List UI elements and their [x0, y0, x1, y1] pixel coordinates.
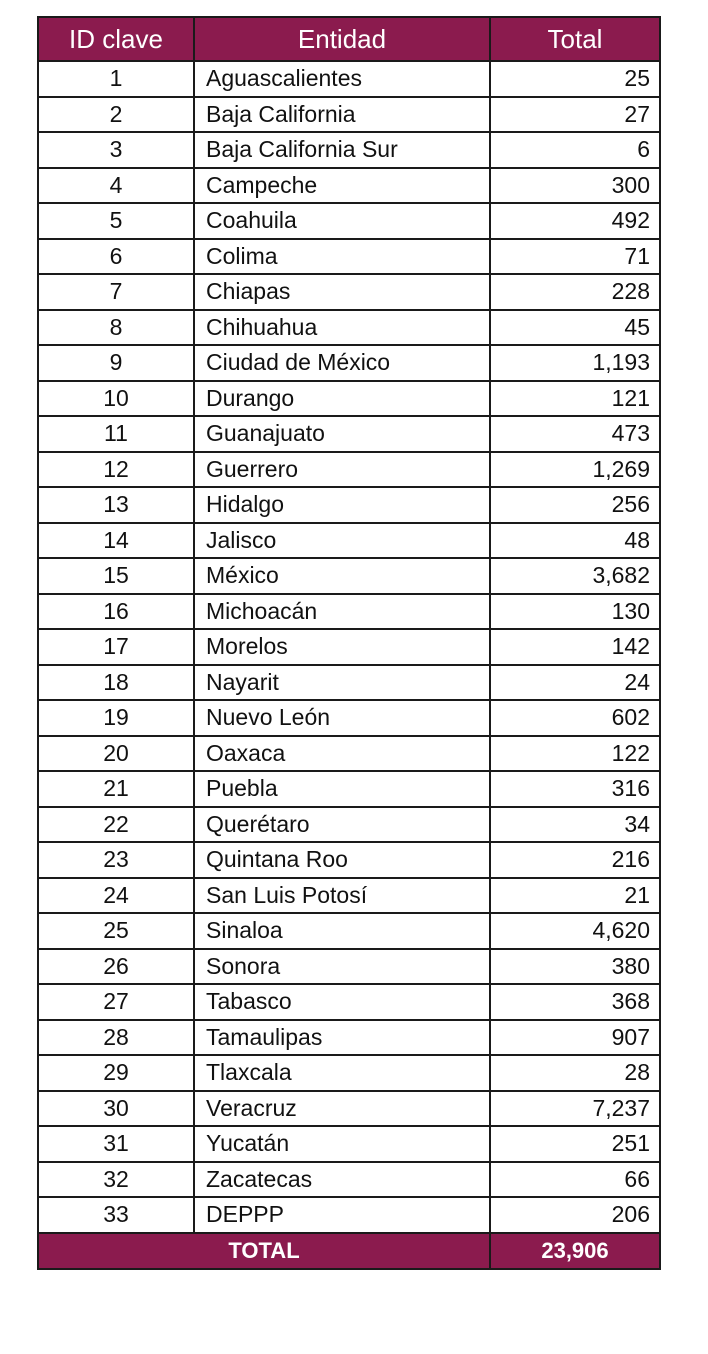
row-id-cell: 20: [39, 736, 194, 772]
row-id-cell: 21: [39, 771, 194, 807]
row-id-cell: 31: [39, 1126, 194, 1162]
row-total-cell: 66: [490, 1162, 659, 1198]
table-body: [39, 61, 659, 1233]
table-row: [39, 1020, 659, 1056]
row-total-cell: 27: [490, 97, 659, 133]
row-entity-cell: Tabasco: [194, 984, 490, 1020]
row-total-cell: 6: [490, 132, 659, 168]
table-row: [39, 416, 659, 452]
row-entity-cell: Guanajuato: [194, 416, 490, 452]
row-total-cell: 907: [490, 1020, 659, 1056]
row-id-cell: 24: [39, 878, 194, 914]
row-entity-cell: Coahuila: [194, 203, 490, 239]
row-id-cell: 14: [39, 523, 194, 559]
table-row: [39, 381, 659, 417]
row-id-cell: 27: [39, 984, 194, 1020]
row-id-cell: 3: [39, 132, 194, 168]
row-total-cell: 34: [490, 807, 659, 843]
table-row: [39, 61, 659, 97]
row-total-cell: 602: [490, 700, 659, 736]
row-id-cell: 10: [39, 381, 194, 417]
table-row: [39, 1197, 659, 1233]
row-id-cell: 5: [39, 203, 194, 239]
table-row: [39, 487, 659, 523]
row-entity-cell: Michoacán: [194, 594, 490, 630]
row-entity-cell: Morelos: [194, 629, 490, 665]
row-entity-cell: Durango: [194, 381, 490, 417]
header-row: [39, 18, 659, 61]
row-id-cell: 19: [39, 700, 194, 736]
table-row: [39, 132, 659, 168]
data-table: [39, 18, 659, 1268]
row-total-cell: 7,237: [490, 1091, 659, 1127]
row-id-cell: 33: [39, 1197, 194, 1233]
row-total-cell: 21: [490, 878, 659, 914]
row-entity-cell: Veracruz: [194, 1091, 490, 1127]
row-entity-cell: Guerrero: [194, 452, 490, 488]
row-total-cell: 122: [490, 736, 659, 772]
table-row: [39, 700, 659, 736]
row-id-cell: 28: [39, 1020, 194, 1056]
table-row: [39, 771, 659, 807]
row-total-cell: 251: [490, 1126, 659, 1162]
row-total-cell: 45: [490, 310, 659, 346]
table-row: [39, 452, 659, 488]
row-entity-cell: Querétaro: [194, 807, 490, 843]
table-row: [39, 168, 659, 204]
table-row: [39, 807, 659, 843]
row-id-cell: 23: [39, 842, 194, 878]
total-value: 23,906: [490, 1233, 659, 1268]
table-row: [39, 629, 659, 665]
table-row: [39, 97, 659, 133]
table-row: [39, 239, 659, 275]
table-row: [39, 1126, 659, 1162]
table-row: [39, 1162, 659, 1198]
row-entity-cell: Colima: [194, 239, 490, 275]
row-entity-cell: Nayarit: [194, 665, 490, 701]
table-row: [39, 203, 659, 239]
row-entity-cell: Nuevo León: [194, 700, 490, 736]
row-entity-cell: Puebla: [194, 771, 490, 807]
row-entity-cell: Aguascalientes: [194, 61, 490, 97]
row-id-cell: 11: [39, 416, 194, 452]
table-row: [39, 665, 659, 701]
row-entity-cell: Hidalgo: [194, 487, 490, 523]
row-total-cell: 1,269: [490, 452, 659, 488]
row-id-cell: 25: [39, 913, 194, 949]
row-entity-cell: Jalisco: [194, 523, 490, 559]
column-header-id: ID clave: [39, 18, 194, 61]
row-id-cell: 2: [39, 97, 194, 133]
entity-totals-table: [37, 16, 661, 1270]
row-entity-cell: Campeche: [194, 168, 490, 204]
row-entity-cell: Baja California: [194, 97, 490, 133]
column-header-total: Total: [490, 18, 659, 61]
row-entity-cell: San Luis Potosí: [194, 878, 490, 914]
table-row: [39, 913, 659, 949]
row-id-cell: 32: [39, 1162, 194, 1198]
row-total-cell: 1,193: [490, 345, 659, 381]
table-row: [39, 345, 659, 381]
row-entity-cell: Oaxaca: [194, 736, 490, 772]
table-row: [39, 310, 659, 346]
row-id-cell: 16: [39, 594, 194, 630]
row-id-cell: 1: [39, 61, 194, 97]
row-entity-cell: México: [194, 558, 490, 594]
row-id-cell: 4: [39, 168, 194, 204]
row-id-cell: 15: [39, 558, 194, 594]
row-total-cell: 4,620: [490, 913, 659, 949]
row-total-cell: 228: [490, 274, 659, 310]
row-total-cell: 3,682: [490, 558, 659, 594]
table-row: [39, 736, 659, 772]
table-row: [39, 842, 659, 878]
row-total-cell: 492: [490, 203, 659, 239]
row-entity-cell: Ciudad de México: [194, 345, 490, 381]
column-header-entity: Entidad: [194, 18, 490, 61]
table-row: [39, 1091, 659, 1127]
row-entity-cell: Chihuahua: [194, 310, 490, 346]
row-total-cell: 28: [490, 1055, 659, 1091]
table-row: [39, 878, 659, 914]
row-id-cell: 6: [39, 239, 194, 275]
row-total-cell: 316: [490, 771, 659, 807]
row-entity-cell: Zacatecas: [194, 1162, 490, 1198]
row-total-cell: 130: [490, 594, 659, 630]
row-total-cell: 24: [490, 665, 659, 701]
total-row: [39, 1233, 659, 1268]
row-id-cell: 30: [39, 1091, 194, 1127]
row-entity-cell: Chiapas: [194, 274, 490, 310]
row-entity-cell: Tamaulipas: [194, 1020, 490, 1056]
row-total-cell: 142: [490, 629, 659, 665]
row-entity-cell: Tlaxcala: [194, 1055, 490, 1091]
row-entity-cell: Sonora: [194, 949, 490, 985]
row-entity-cell: Quintana Roo: [194, 842, 490, 878]
row-id-cell: 18: [39, 665, 194, 701]
table-row: [39, 594, 659, 630]
table-row: [39, 984, 659, 1020]
row-id-cell: 12: [39, 452, 194, 488]
row-total-cell: 216: [490, 842, 659, 878]
row-entity-cell: DEPPP: [194, 1197, 490, 1233]
row-entity-cell: Sinaloa: [194, 913, 490, 949]
row-total-cell: 25: [490, 61, 659, 97]
row-id-cell: 7: [39, 274, 194, 310]
row-total-cell: 380: [490, 949, 659, 985]
row-id-cell: 22: [39, 807, 194, 843]
table-row: [39, 274, 659, 310]
table-row: [39, 523, 659, 559]
row-id-cell: 9: [39, 345, 194, 381]
row-entity-cell: Yucatán: [194, 1126, 490, 1162]
row-id-cell: 26: [39, 949, 194, 985]
row-total-cell: 473: [490, 416, 659, 452]
total-label: TOTAL: [39, 1233, 490, 1268]
row-id-cell: 29: [39, 1055, 194, 1091]
table-row: [39, 1055, 659, 1091]
row-total-cell: 48: [490, 523, 659, 559]
row-id-cell: 17: [39, 629, 194, 665]
row-total-cell: 256: [490, 487, 659, 523]
row-total-cell: 121: [490, 381, 659, 417]
row-total-cell: 71: [490, 239, 659, 275]
row-entity-cell: Baja California Sur: [194, 132, 490, 168]
table-row: [39, 949, 659, 985]
table-row: [39, 558, 659, 594]
row-id-cell: 13: [39, 487, 194, 523]
row-id-cell: 8: [39, 310, 194, 346]
row-total-cell: 300: [490, 168, 659, 204]
row-total-cell: 368: [490, 984, 659, 1020]
row-total-cell: 206: [490, 1197, 659, 1233]
